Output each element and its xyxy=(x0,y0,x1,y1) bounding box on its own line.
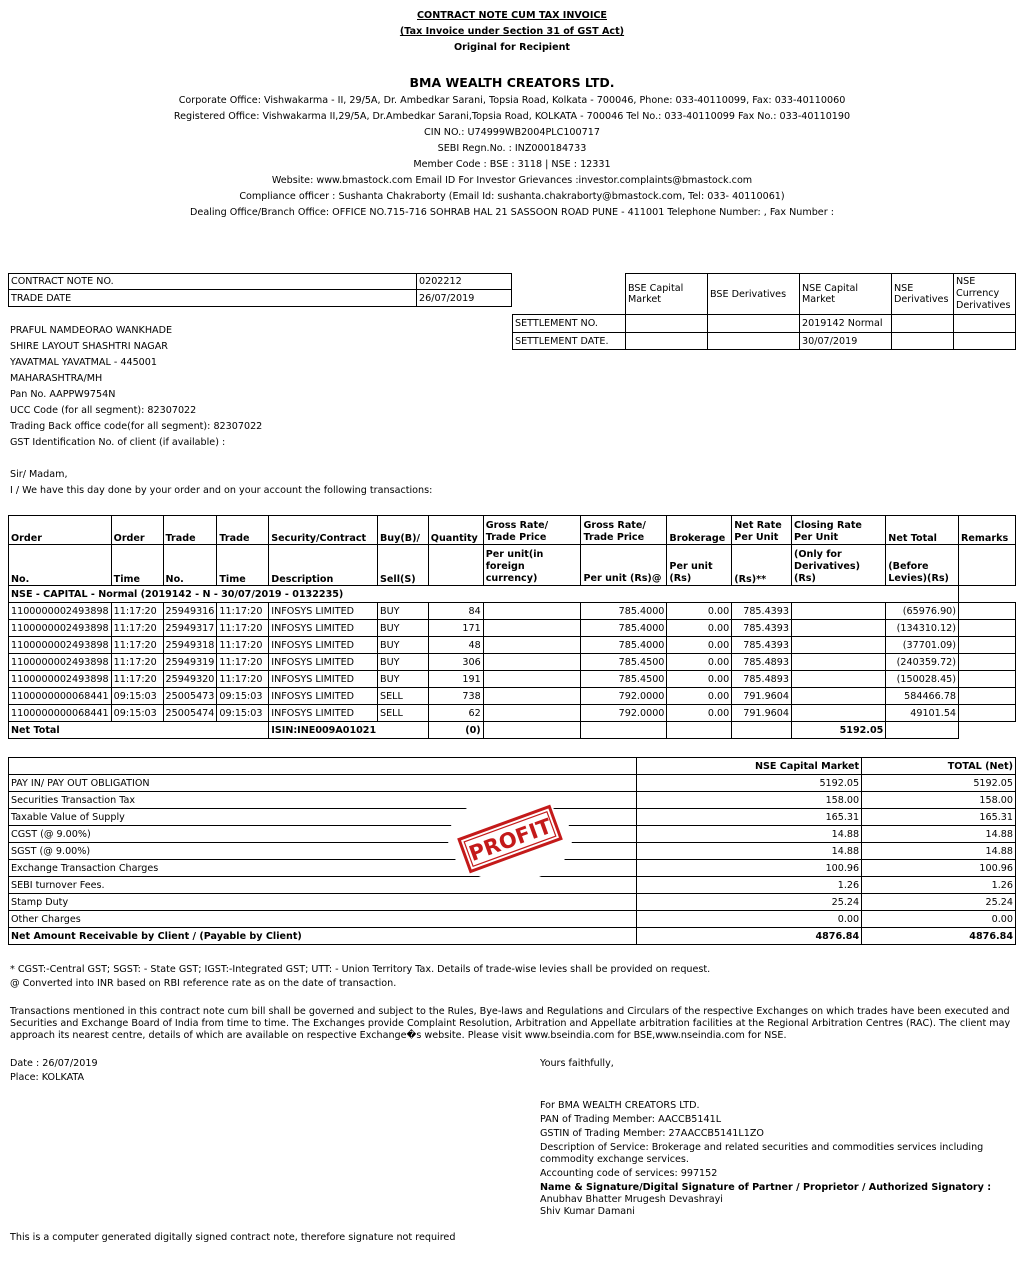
trade-no: 25949316 xyxy=(163,603,217,620)
col-bse-capital: BSE Capital Market xyxy=(626,274,708,315)
brokerage: 0.00 xyxy=(667,688,732,705)
trade-no: 25949319 xyxy=(163,654,217,671)
remarks xyxy=(959,705,1016,722)
col-nse-capital-market: NSE Capital Market xyxy=(637,758,862,775)
order-no: 1100000002493898 xyxy=(9,620,112,637)
brokerage: 0.00 xyxy=(667,637,732,654)
trade-no: 25005474 xyxy=(163,705,217,722)
profit-stamp-graphic xyxy=(448,796,572,882)
sebi-registration: SEBI Regn.No. : INZ000184733 xyxy=(437,143,587,154)
obligation-market: 1.26 xyxy=(637,877,862,894)
obligation-row xyxy=(9,775,1016,792)
gross-rate: 785.4000 xyxy=(581,637,667,654)
trade-time: 11:17:20 xyxy=(217,603,269,620)
hdr2-brokerage: Per unit (Rs) xyxy=(667,545,732,586)
client-name: PRAFUL NAMDEORAO WANKHADE xyxy=(10,325,173,336)
security: INFOSYS LIMITED xyxy=(269,620,378,637)
contract-no-value: 0202212 xyxy=(417,274,512,290)
isin: ISIN:INE009A01021 xyxy=(269,722,429,739)
obligation-market: 0.00 xyxy=(637,911,862,928)
obligation-total: 100.96 xyxy=(862,860,1016,877)
net-total: (150028.45) xyxy=(886,671,959,688)
hdr-trade-no: Trade xyxy=(163,516,217,545)
settlement-date-label: SETTLEMENT DATE. xyxy=(513,333,626,350)
client-backoffice-code: Trading Back office code(for all segment): 82307022 xyxy=(10,421,263,432)
net-rate: 785.4393 xyxy=(732,603,792,620)
obligation-market: 14.88 xyxy=(637,826,862,843)
transactions-table xyxy=(8,515,1016,739)
salutation: Sir/ Madam, xyxy=(10,469,68,480)
footer-place: Place: KOLKATA xyxy=(10,1072,85,1083)
settlement-no-nse-cm: 2019142 Normal xyxy=(800,315,892,333)
obligation-market: 25.24 xyxy=(637,894,862,911)
document-title: CONTRACT NOTE CUM TAX INVOICE xyxy=(417,10,607,21)
obligation-market: 165.31 xyxy=(637,809,862,826)
obligation-label: PAY IN/ PAY OUT OBLIGATION xyxy=(9,775,637,792)
closing-rate xyxy=(792,671,886,688)
trade-date-label: TRADE DATE xyxy=(9,290,417,307)
gross-foreign xyxy=(483,637,581,654)
copy-label: Original for Recipient xyxy=(453,42,571,53)
hdr-security: Security/Contract xyxy=(269,516,378,545)
closing-rate xyxy=(792,688,886,705)
profit-stamp xyxy=(448,796,572,882)
gross-foreign xyxy=(483,654,581,671)
signatory-names-1: Anubhav Bhatter Mrugesh Devashrayi xyxy=(540,1194,723,1205)
order-no: 1100000000068441 xyxy=(9,688,112,705)
trade-time: 11:17:20 xyxy=(217,671,269,688)
hdr-net-rate: Net Rate Per Unit xyxy=(732,516,792,545)
obligation-total: 14.88 xyxy=(862,843,1016,860)
hdr-quantity: Quantity xyxy=(428,516,483,545)
hdr-order-no: Order xyxy=(9,516,112,545)
order-time: 11:17:20 xyxy=(111,671,163,688)
net-total-label: Net Total xyxy=(9,722,269,739)
closing-rate xyxy=(792,603,886,620)
header-row-top xyxy=(9,516,1016,545)
net-total-value: 5192.05 xyxy=(792,722,886,739)
buy-sell: SELL xyxy=(377,705,428,722)
security: INFOSYS LIMITED xyxy=(269,637,378,654)
net-rate: 785.4393 xyxy=(732,620,792,637)
buy-sell: BUY xyxy=(377,637,428,654)
gross-foreign xyxy=(483,671,581,688)
obligation-label: SGST (@ 9.00%) xyxy=(9,843,637,860)
trade-time: 11:17:20 xyxy=(217,637,269,654)
net-total: (240359.72) xyxy=(886,654,959,671)
table-row xyxy=(9,688,1016,705)
brokerage: 0.00 xyxy=(667,654,732,671)
trade-no: 25949318 xyxy=(163,637,217,654)
hdr2-gross-foreign: Per unit(in foreign currency) xyxy=(483,545,581,586)
obligation-market: 100.96 xyxy=(637,860,862,877)
gross-rate: 785.4500 xyxy=(581,671,667,688)
obligation-total: 165.31 xyxy=(862,809,1016,826)
table-row xyxy=(9,637,1016,654)
settlement-no-nse-cd xyxy=(954,315,1016,333)
gross-rate: 785.4000 xyxy=(581,620,667,637)
order-no: 1100000002493898 xyxy=(9,654,112,671)
client-gst: GST Identification No. of client (if available) : xyxy=(10,437,226,448)
hdr-brokerage: Brokerage xyxy=(667,516,732,545)
col-nse-derivatives: NSE Derivatives xyxy=(892,274,954,315)
hdr-closing-rate: Closing Rate Per Unit xyxy=(792,516,886,545)
hdr2-quantity xyxy=(428,545,483,586)
obligation-label: CGST (@ 9.00%) xyxy=(9,826,637,843)
settlement-no-bse-fo xyxy=(708,315,800,333)
obligation-total: 14.88 xyxy=(862,826,1016,843)
closing-rate xyxy=(792,705,886,722)
document-subtitle: (Tax Invoice under Section 31 of GST Act) xyxy=(399,26,625,37)
hdr-buy-sell: Buy(B)/ xyxy=(377,516,428,545)
order-no: 1100000000068441 xyxy=(9,705,112,722)
order-time: 11:17:20 xyxy=(111,603,163,620)
trade-date-value: 26/07/2019 xyxy=(417,290,512,307)
member-code: Member Code : BSE : 3118 | NSE : 12331 xyxy=(413,159,611,170)
settlement-table xyxy=(512,273,1016,350)
hdr2-security: Description xyxy=(269,545,378,586)
trading-member-gstin: GSTIN of Trading Member: 27AACCB5141L1ZO xyxy=(540,1128,764,1139)
footnote-gst: * CGST:-Central GST; SGST: - State GST; IGST:-Integrated GST; UTT: - Union Territory Tax. Details of trade-wise levies shall be provided on request. xyxy=(10,964,711,975)
closing-rate xyxy=(792,637,886,654)
hdr-trade-time: Trade xyxy=(217,516,269,545)
obligation-label: Taxable Value of Supply xyxy=(9,809,637,826)
client-state: MAHARASHTRA/MH xyxy=(10,373,103,384)
client-pan: Pan No. AAPPW9754N xyxy=(10,389,116,400)
hdr-net-total: Net Total xyxy=(886,516,959,545)
obligation-total: 0.00 xyxy=(862,911,1016,928)
cin-number: CIN NO.: U74999WB2004PLC100717 xyxy=(424,127,600,138)
signatory-names-2: Shiv Kumar Damani xyxy=(540,1206,635,1217)
footer-date: Date : 26/07/2019 xyxy=(10,1058,98,1069)
for-company: For BMA WEALTH CREATORS LTD. xyxy=(540,1100,700,1111)
net-total: 584466.78 xyxy=(886,688,959,705)
table-row xyxy=(9,654,1016,671)
gross-rate: 785.4500 xyxy=(581,654,667,671)
settlement-date-nse-cm: 30/07/2019 xyxy=(800,333,892,350)
obligation-total: 25.24 xyxy=(862,894,1016,911)
security: INFOSYS LIMITED xyxy=(269,671,378,688)
hdr2-net-rate: (Rs)** xyxy=(732,545,792,586)
order-time: 09:15:03 xyxy=(111,705,163,722)
obligation-label: Exchange Transaction Charges xyxy=(9,860,637,877)
settlement-date-nse-fo xyxy=(892,333,954,350)
closing-rate xyxy=(792,620,886,637)
obligation-row xyxy=(9,894,1016,911)
order-no: 1100000002493898 xyxy=(9,671,112,688)
gross-rate: 785.4000 xyxy=(581,603,667,620)
computer-generated-note: This is a computer generated digitally signed contract note, therefore signature not required xyxy=(10,1232,456,1243)
profit-stamp-text: PROFIT xyxy=(465,813,555,866)
net-amount-row xyxy=(9,928,1016,945)
corporate-office: Corporate Office: Vishwakarma - II, 29/5A, Dr. Ambedkar Sarani, Topsia Road, Kolkata - 700046, Phone: 033-40110099, Fax: 033-40110060 xyxy=(178,95,846,106)
gross-rate: 792.0000 xyxy=(581,705,667,722)
remarks xyxy=(959,620,1016,637)
registered-office: Registered Office: Vishwakarma II,29/5A, Dr.Ambedkar Sarani,Topsia Road, KOLKATA - 700046 Tel No.: 033-40110099 Fax No.: 033-40110190 xyxy=(173,111,851,122)
security: INFOSYS LIMITED xyxy=(269,688,378,705)
client-ucc: UCC Code (for all segment): 82307022 xyxy=(10,405,197,416)
obligation-market: 5192.05 xyxy=(637,775,862,792)
net-amount-label: Net Amount Receivable by Client / (Payable by Client) xyxy=(9,928,637,945)
remarks xyxy=(959,688,1016,705)
settlement-no-bse-cm xyxy=(626,315,708,333)
hdr2-order-time: Time xyxy=(111,545,163,586)
dealing-office: Dealing Office/Branch Office: OFFICE NO.715-716 SOHRAB HAL 21 SASSOON ROAD PUNE - 411001 Telephone Number: , Fax Number : xyxy=(190,207,834,218)
buy-sell: SELL xyxy=(377,688,428,705)
obligation-row xyxy=(9,911,1016,928)
company-name: BMA WEALTH CREATORS LTD. xyxy=(409,75,615,90)
quantity: 191 xyxy=(428,671,483,688)
trade-no: 25949317 xyxy=(163,620,217,637)
trade-time: 11:17:20 xyxy=(217,620,269,637)
trade-time: 11:17:20 xyxy=(217,654,269,671)
accounting-code: Accounting code of services: 997152 xyxy=(540,1168,718,1179)
obligation-market: 158.00 xyxy=(637,792,862,809)
net-rate: 785.4893 xyxy=(732,671,792,688)
yours-faithfully: Yours faithfully, xyxy=(540,1058,614,1069)
trade-no: 25949320 xyxy=(163,671,217,688)
net-rate: 785.4393 xyxy=(732,637,792,654)
quantity: 84 xyxy=(428,603,483,620)
order-no: 1100000002493898 xyxy=(9,637,112,654)
trade-time: 09:15:03 xyxy=(217,688,269,705)
client-address-2: YAVATMAL YAVATMAL - 445001 xyxy=(10,357,157,368)
obligation-header xyxy=(9,758,1016,775)
section-label: NSE - CAPITAL - Normal (2019142 - N - 30/07/2019 - 0132235) xyxy=(9,586,959,603)
gross-foreign xyxy=(483,688,581,705)
obligation-total: 158.00 xyxy=(862,792,1016,809)
hdr2-closing-rate: (Only for Derivatives) (Rs) xyxy=(792,545,886,586)
compliance-officer: Compliance officer : Sushanta Chakraborty (Email Id: sushanta.chakraborty@bmastock.com, Tel: 033- 40110061) xyxy=(239,191,785,202)
remarks xyxy=(959,671,1016,688)
obligation-label: SEBI turnover Fees. xyxy=(9,877,637,894)
hdr-remarks: Remarks xyxy=(959,516,1016,545)
net-rate: 791.9604 xyxy=(732,688,792,705)
net-rate: 791.9604 xyxy=(732,705,792,722)
service-description: Description of Service: Brokerage and related securities and commodities services including commodity exchange services. xyxy=(540,1142,984,1165)
website-email: Website: www.bmastock.com Email ID For Investor Grievances :investor.complaints@bmastock.com xyxy=(271,175,753,186)
client-address-1: SHIRE LAYOUT SHASHTRI NAGAR xyxy=(10,341,168,352)
settlement-no-label: SETTLEMENT NO. xyxy=(513,315,626,333)
col-nse-currency: NSE Currency Derivatives xyxy=(954,274,1016,315)
brokerage: 0.00 xyxy=(667,705,732,722)
net-amount-market: 4876.84 xyxy=(637,928,862,945)
col-nse-capital: NSE Capital Market xyxy=(800,274,892,315)
table-row xyxy=(9,603,1016,620)
brokerage: 0.00 xyxy=(667,620,732,637)
order-no: 1100000002493898 xyxy=(9,603,112,620)
quantity: 738 xyxy=(428,688,483,705)
net-total: (134310.12) xyxy=(886,620,959,637)
hdr2-trade-time: Time xyxy=(217,545,269,586)
terms-paragraph: Transactions mentioned in this contract note cum bill shall be governed and subject to the Rules, Bye-laws and Regulations and Circulars of the respective Exchanges on which trades have been executed and Securities and Exchange Board of India from time to time. The Exchanges provide Complaint Resolution, Arbitration and Appellate arbitration facilities at the Regional Arbitration Centres (RAC). The client may approach its nearest centre, details of which are available on respective Exchange�s website. Please visit www.bseindia.com for BSE,www.nseindia.com for NSE. xyxy=(10,1006,1011,1041)
gross-rate: 792.0000 xyxy=(581,688,667,705)
security: INFOSYS LIMITED xyxy=(269,603,378,620)
signatory-heading: Name & Signature/Digital Signature of Partner / Proprietor / Authorized Signatory : xyxy=(540,1182,992,1193)
order-time: 11:17:20 xyxy=(111,654,163,671)
header-row-bottom xyxy=(9,545,1016,586)
quantity: 48 xyxy=(428,637,483,654)
obligation-label: Stamp Duty xyxy=(9,894,637,911)
intro-text: I / We have this day done by your order and on your account the following transactions: xyxy=(10,485,433,496)
hdr2-order-no: No. xyxy=(9,545,112,586)
col-total-net: TOTAL (Net) xyxy=(862,758,1016,775)
buy-sell: BUY xyxy=(377,654,428,671)
obligation-label: Securities Transaction Tax xyxy=(9,792,637,809)
brokerage: 0.00 xyxy=(667,671,732,688)
trading-member-pan: PAN of Trading Member: AACCB5141L xyxy=(540,1114,722,1125)
security: INFOSYS LIMITED xyxy=(269,705,378,722)
contract-info-table xyxy=(8,273,512,307)
buy-sell: BUY xyxy=(377,603,428,620)
settlement-date-nse-cd xyxy=(954,333,1016,350)
settlement-date-bse-fo xyxy=(708,333,800,350)
brokerage: 0.00 xyxy=(667,603,732,620)
order-time: 11:17:20 xyxy=(111,620,163,637)
quantity: 306 xyxy=(428,654,483,671)
hdr2-gross-inr: Per unit (Rs)@ xyxy=(581,545,667,586)
hdr-gross-foreign: Gross Rate/ Trade Price xyxy=(483,516,581,545)
quantity: 62 xyxy=(428,705,483,722)
hdr2-buy-sell: Sell(S) xyxy=(377,545,428,586)
obligation-market: 14.88 xyxy=(637,843,862,860)
obligation-total: 5192.05 xyxy=(862,775,1016,792)
hdr2-trade-no: No. xyxy=(163,545,217,586)
col-bse-derivatives: BSE Derivatives xyxy=(708,274,800,315)
hdr-gross-inr: Gross Rate/ Trade Price xyxy=(581,516,667,545)
remarks xyxy=(959,654,1016,671)
hdr2-net-total: (Before Levies)(Rs) xyxy=(886,545,959,586)
buy-sell: BUY xyxy=(377,671,428,688)
table-row xyxy=(9,620,1016,637)
table-row xyxy=(9,705,1016,722)
net-amount-total: 4876.84 xyxy=(862,928,1016,945)
settlement-no-nse-fo xyxy=(892,315,954,333)
order-time: 09:15:03 xyxy=(111,688,163,705)
net-total: (37701.09) xyxy=(886,637,959,654)
hdr-order-time: Order xyxy=(111,516,163,545)
trade-no: 25005473 xyxy=(163,688,217,705)
net-total: (65976.90) xyxy=(886,603,959,620)
settlement-date-bse-cm xyxy=(626,333,708,350)
net-total: 49101.54 xyxy=(886,705,959,722)
quantity: 171 xyxy=(428,620,483,637)
gross-foreign xyxy=(483,705,581,722)
order-time: 11:17:20 xyxy=(111,637,163,654)
net-quantity: (0) xyxy=(428,722,483,739)
footnote-inr: @ Converted into INR based on RBI reference rate as on the date of transaction. xyxy=(10,978,397,989)
closing-rate xyxy=(792,654,886,671)
gross-foreign xyxy=(483,603,581,620)
obligation-label: Other Charges xyxy=(9,911,637,928)
obligation-total: 1.26 xyxy=(862,877,1016,894)
hdr2-remarks xyxy=(959,545,1016,586)
net-total-row xyxy=(9,722,1016,739)
contract-no-label: CONTRACT NOTE NO. xyxy=(9,274,417,290)
gross-foreign xyxy=(483,620,581,637)
security: INFOSYS LIMITED xyxy=(269,654,378,671)
remarks xyxy=(959,603,1016,620)
trade-time: 09:15:03 xyxy=(217,705,269,722)
remarks xyxy=(959,637,1016,654)
section-row xyxy=(9,586,1016,603)
table-row xyxy=(9,671,1016,688)
buy-sell: BUY xyxy=(377,620,428,637)
net-rate: 785.4893 xyxy=(732,654,792,671)
